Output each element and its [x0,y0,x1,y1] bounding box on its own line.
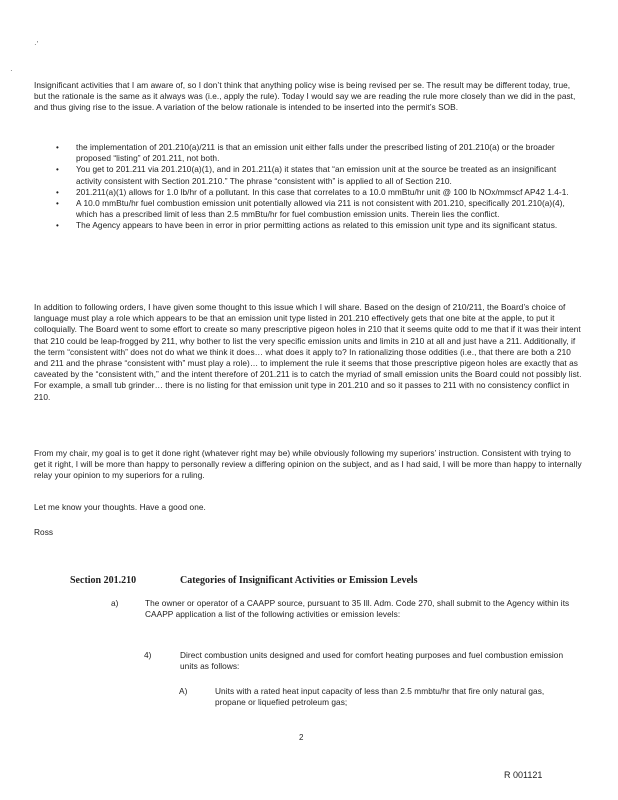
bullet-text: the implementation of 201.210(a)/211 is that an emission unit either falls under the prescribed listing of 201.210(a) or the broader proposed “listing” of 201.211, not both. [76,142,555,164]
item-4-label: 4) [144,650,152,660]
bullet-text: 201.211(a)(1) allows for 1.0 lb/hr of a pollutant. In this case that correlates to a 10.0 mmBtu/hr unit @ 100 lb NOx/mmscf AP42 1.4-1. [76,186,569,197]
bullet-icon: • [56,221,59,231]
section-number: Section 201.210 [70,575,137,586]
item-4-text: Direct combustion units designed and used for comfort heating purposes and fuel combustion emission units as follows: [180,650,564,672]
scan-mark-2: · [10,66,13,75]
analysis-paragraph: In addition to following orders, I have given some thought to this issue which I will share. Based on the design of 210/211, the Board’s choice of language must play a role which appears to be that an emission unit type listed in 201.210 effectively gets that one bite at the apple, to put it colloquially. The Board went to some effort to create so many prescriptive pigeon holes in 210 that it seems quite odd to me that if it was their intent that 210 could be leap-frogged by 211, why bother to list the very specific emission units and limits in 210 at all and just have a 211. Additionally, if the term “consistent with” does not do what we think it does… what does it apply to? In rationalizing those oddities (i.e., that there are both a 210 and 211 and the phrase “consistent with” must play a role)… to implement the rule it seems that those prescriptive pigeon holes are exactly that as caveated by the “consistent with,” and the intent therefore of 201.211 is to catch the myriad of small emission units the Board could not possibly list. For example, a small tub grinder… there is no listing for that emission unit type in 201.210 and so it passes to 211 with no consistency conflict in 210. [34,302,582,402]
item-A-label: A) [179,686,188,696]
subsection-a-text: The owner or operator of a CAAPP source, pursuant to 35 Ill. Adm. Code 270, shall submit to the Agency within its CAAPP application a list of the following activities or emission levels: [145,598,570,620]
page-number: 2 [299,733,304,742]
bullet-icon: • [56,199,59,209]
bullet-item [34,187,582,198]
intro-paragraph: Insignificant activities that I am aware of, so I don’t think that anything policy wise is being revised per se. The result may be different today, true, but the rationale is the same as it always was (i.e., apply the rule). Today I would say we are reading the rule more closely than we did in the past, and thus giving rise to the issue. A variation of the below rationale is intended to be inserted into the permit’s SOB. [34,80,576,113]
closing-paragraph: From my chair, my goal is to get it done right (whatever right may be) while obviously following my superiors’ instruction. Consistent with trying to get it right, I will be more than happy to personally review a differing opinion on the subject, and as I had said, I will be more than happy to internally relay your opinion to my superiors for a ruling. [34,448,582,481]
bullet-icon: • [56,143,59,152]
bullet-icon: • [56,165,59,175]
sign-off: Let me know your thoughts. Have a good one. [34,502,206,512]
bates-number: R 001121 [504,770,543,780]
bullet-item [34,164,582,186]
bullet-icon: • [56,187,59,197]
item-A-text: Units with a rated heat input capacity of less than 2.5 mmbtu/hr that fire only natural gas, propane or liquefied petroleum gas; [215,686,545,708]
bullet-item [34,198,582,220]
bullet-item [34,142,582,164]
bullet-text: A 10.0 mmBtu/hr fuel combustion emission unit potentially allowed via 211 is not consistent with 201.210, specifically 201.210(a)(4), which has a prescribed limit of less than 2.5 mmBtu/hr for fuel combustion emission units. Therein lies the conflict. [76,198,565,220]
bullet-item [34,220,582,231]
section-title: Categories of Insignificant Activities or Emission Levels [180,575,418,586]
bullet-text: The Agency appears to have been in error in prior permitting actions as related to this emission unit type and its significant status. [76,220,558,231]
signature: Ross [34,527,54,537]
scan-mark: ·’ [34,40,39,49]
bullet-text: You get to 201.211 via 201.210(a)(1), and in 201.211(a) it states that “an emission unit at the source be treated as an insignificant activity consistent with Section 201.210.” The phrase “consistent with” is applied to all of Section 210. [76,164,557,186]
subsection-a-label: a) [111,598,119,608]
rationale-bullet-list [34,142,582,232]
